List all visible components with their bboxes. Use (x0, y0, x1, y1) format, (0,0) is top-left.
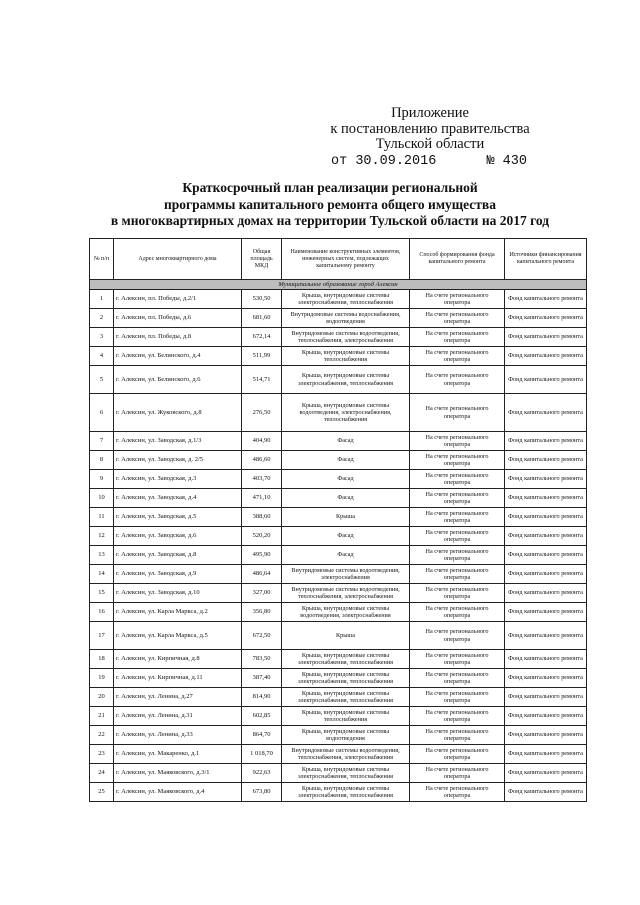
row-number: 4 (90, 347, 114, 366)
row-address: г. Алексин, ул. Ленина, д.31 (114, 707, 242, 726)
row-address: г. Алексин, ул. Белинского, д.6 (114, 366, 242, 394)
row-method: На счете регионального оператора (410, 527, 505, 546)
table-row (90, 290, 587, 309)
row-works: Крыша, внутридомовые системы электроснабжения, теплоснабжения (282, 366, 410, 394)
row-method: На счете регионального оператора (410, 489, 505, 508)
title-line-1: Краткосрочный план реализации региональной (182, 180, 478, 195)
table-row (90, 565, 587, 584)
row-area: 530,50 (242, 290, 282, 309)
row-number: 8 (90, 451, 114, 470)
row-number: 24 (90, 764, 114, 783)
row-source: Фонд капитального ремонта (505, 707, 587, 726)
appendix-block (315, 106, 545, 169)
row-source: Фонд капитального ремонта (505, 432, 587, 451)
row-works: Внутридомовые системы водоснабжения, водоотведения (282, 309, 410, 328)
municipality-name: Муниципальное образование город Алексин (90, 280, 587, 290)
row-area: 403,70 (242, 470, 282, 489)
header-num: № п/п (90, 239, 114, 280)
table-row (90, 451, 587, 470)
row-address: г. Алексин, ул. Заводская, д.4 (114, 489, 242, 508)
row-works: Фасад (282, 470, 410, 489)
row-works: Крыша, внутридомовые системы электроснабжения, теплоснабжения (282, 650, 410, 669)
row-method: На счете регионального оператора (410, 309, 505, 328)
row-source: Фонд капитального ремонта (505, 764, 587, 783)
row-address: г. Алексин, ул. Маяковского, д.4 (114, 783, 242, 802)
row-address: г. Алексин, ул. Кирпичная, д.8 (114, 650, 242, 669)
row-works: Фасад (282, 451, 410, 470)
municipality-row (90, 280, 587, 290)
row-number: 14 (90, 565, 114, 584)
row-source: Фонд капитального ремонта (505, 527, 587, 546)
row-works: Крыша, внутридомовые системы электроснабжения, теплоснабжения (282, 290, 410, 309)
row-source: Фонд капитального ремонта (505, 745, 587, 764)
row-area: 681,60 (242, 309, 282, 328)
appendix-line-3: Тульской области (375, 136, 485, 152)
row-source: Фонд капитального ремонта (505, 783, 587, 802)
row-source: Фонд капитального ремонта (505, 366, 587, 394)
row-source: Фонд капитального ремонта (505, 546, 587, 565)
row-method: На счете регионального оператора (410, 726, 505, 745)
row-address: г. Алексин, ул. Белинского, д.4 (114, 347, 242, 366)
row-number: 15 (90, 584, 114, 603)
row-area: 783,50 (242, 650, 282, 669)
table-row (90, 707, 587, 726)
row-number: 5 (90, 366, 114, 394)
row-source: Фонд капитального ремонта (505, 726, 587, 745)
table-row (90, 328, 587, 347)
table-row (90, 546, 587, 565)
row-works: Крыша, внутридомовые системы электроснабжения, теплоснабжения (282, 783, 410, 802)
header-address: Адрес многоквартирного дома (114, 239, 242, 280)
row-area: 864,70 (242, 726, 282, 745)
header-method: Способ формирования фонда капитального ремонта (410, 239, 505, 280)
appendix-line-1: Приложение (391, 105, 469, 121)
row-works: Крыша, внутридомовые системы электроснабжения, теплоснабжения (282, 764, 410, 783)
table-row (90, 584, 587, 603)
row-address: г. Алексин, ул. Макаренко, д.1 (114, 745, 242, 764)
row-address: г. Алексин, ул. Жуковского, д.8 (114, 394, 242, 432)
row-source: Фонд капитального ремонта (505, 669, 587, 688)
row-address: г. Алексин, ул. Карла Маркса, д.5 (114, 622, 242, 650)
row-number: 10 (90, 489, 114, 508)
row-source: Фонд капитального ремонта (505, 470, 587, 489)
row-method: На счете регионального оператора (410, 745, 505, 764)
row-works: Внутридомовые системы водоотведения, теплоснабжения, электроснабжения (282, 745, 410, 764)
row-number: 6 (90, 394, 114, 432)
row-method: На счете регионального оператора (410, 508, 505, 527)
row-number: 22 (90, 726, 114, 745)
row-address: г. Алексин, пл. Победы, д.6 (114, 309, 242, 328)
table-row (90, 347, 587, 366)
row-works: Фасад (282, 432, 410, 451)
row-method: На счете регионального оператора (410, 366, 505, 394)
row-source: Фонд капитального ремонта (505, 584, 587, 603)
row-source: Фонд капитального ремонта (505, 603, 587, 622)
row-address: г. Алексин, ул. Кирпичная, д.11 (114, 669, 242, 688)
row-source: Фонд капитального ремонта (505, 347, 587, 366)
row-address: г. Алексин, ул. Заводская, д.10 (114, 584, 242, 603)
row-method: На счете регионального оператора (410, 603, 505, 622)
header-works: Наименование конструктивных элементов, инженерных систем, подлежащих капитальному ремонту (282, 239, 410, 280)
table-row (90, 489, 587, 508)
row-method: На счете регионального оператора (410, 328, 505, 347)
title-line-2: программы капитального ремонта общего имущества (164, 196, 496, 212)
row-works: Крыша (282, 622, 410, 650)
row-number: 9 (90, 470, 114, 489)
row-method: На счете регионального оператора (410, 432, 505, 451)
row-method: На счете регионального оператора (410, 707, 505, 726)
row-method: На счете регионального оператора (410, 470, 505, 489)
row-address: г. Алексин, ул. Заводская, д.9 (114, 565, 242, 584)
row-works: Фасад (282, 489, 410, 508)
table-row (90, 508, 587, 527)
row-area: 602,85 (242, 707, 282, 726)
row-address: г. Алексин, ул. Заводская, д.3 (114, 470, 242, 489)
row-area: 511,99 (242, 347, 282, 366)
row-works: Крыша, внутридомовые системы электроснабжения, теплоснабжения (282, 669, 410, 688)
header-area: Общая площадь МКД (242, 239, 282, 280)
row-number: 16 (90, 603, 114, 622)
row-address: г. Алексин, пл. Победы, д.8 (114, 328, 242, 347)
table-row (90, 432, 587, 451)
row-works: Крыша, внутридомовые системы теплоснабжения (282, 347, 410, 366)
row-works: Крыша, внутридомовые системы водоотведения (282, 726, 410, 745)
row-source: Фонд капитального ремонта (505, 650, 587, 669)
row-method: На счете регионального оператора (410, 584, 505, 603)
row-source: Фонд капитального ремонта (505, 688, 587, 707)
row-area: 495,90 (242, 546, 282, 565)
row-address: г. Алексин, ул. Карла Маркса, д.2 (114, 603, 242, 622)
row-works: Фасад (282, 546, 410, 565)
row-address: г. Алексин, ул. Заводская, д.5 (114, 508, 242, 527)
row-method: На счете регионального оператора (410, 764, 505, 783)
row-number: 18 (90, 650, 114, 669)
title-line-3: в многоквартирных домах на территории Тульской области на 2017 год (110, 213, 550, 228)
row-method: На счете регионального оператора (410, 451, 505, 470)
row-area: 486,60 (242, 451, 282, 470)
row-area: 327,00 (242, 584, 282, 603)
row-works: Внутридомовые системы водоотведения, теплоснабжения, электроснабжения (282, 328, 410, 347)
table-row (90, 622, 587, 650)
row-address: г. Алексин, ул. Маяковского, д.3/1 (114, 764, 242, 783)
row-area: 672,50 (242, 622, 282, 650)
table-row (90, 650, 587, 669)
row-area: 673,80 (242, 783, 282, 802)
table-row (90, 726, 587, 745)
row-works: Крыша, внутридомовые системы теплоснабжения (282, 707, 410, 726)
row-area: 486,64 (242, 565, 282, 584)
appendix-line-2: к постановлению правительства (330, 120, 530, 137)
row-area: 276,50 (242, 394, 282, 432)
row-number: 1 (90, 290, 114, 309)
row-area: 356,80 (242, 603, 282, 622)
row-source: Фонд капитального ремонта (505, 394, 587, 432)
row-address: г. Алексин, ул. Ленина, д.27 (114, 688, 242, 707)
row-address: г. Алексин, ул. Ленина, д.33 (114, 726, 242, 745)
row-source: Фонд капитального ремонта (505, 565, 587, 584)
row-source: Фонд капитального ремонта (505, 309, 587, 328)
repair-plan-table (89, 238, 587, 802)
table-header-row (90, 239, 587, 280)
appendix-date-line (315, 154, 545, 170)
row-area: 388,60 (242, 508, 282, 527)
row-number: 19 (90, 669, 114, 688)
decree-date: 30.09.2016 (355, 153, 437, 169)
row-address: г. Алексин, ул. Заводская, д.6 (114, 527, 242, 546)
table-row (90, 688, 587, 707)
row-source: Фонд капитального ремонта (505, 290, 587, 309)
row-area: 1 018,70 (242, 745, 282, 764)
table-row (90, 603, 587, 622)
row-method: На счете регионального оператора (410, 546, 505, 565)
row-number: 20 (90, 688, 114, 707)
row-area: 814,90 (242, 688, 282, 707)
table-row (90, 366, 587, 394)
row-address: г. Алексин, ул. Заводская, д. 2/5 (114, 451, 242, 470)
row-area: 514,71 (242, 366, 282, 394)
row-method: На счете регионального оператора (410, 688, 505, 707)
row-number: 23 (90, 745, 114, 764)
row-method: На счете регионального оператора (410, 290, 505, 309)
table-row (90, 745, 587, 764)
row-number: 17 (90, 622, 114, 650)
table-row (90, 764, 587, 783)
row-works: Крыша (282, 508, 410, 527)
row-source: Фонд капитального ремонта (505, 508, 587, 527)
header-source: Источники финансирования капитального ремонта (505, 239, 587, 280)
table-row (90, 783, 587, 802)
row-address: г. Алексин, ул. Заводская, д.1/3 (114, 432, 242, 451)
row-address: г. Алексин, ул. Заводская, д.8 (114, 546, 242, 565)
row-method: На счете регионального оператора (410, 565, 505, 584)
table-row (90, 470, 587, 489)
row-works: Внутридомовые системы водоотведения, теплоснабжения, электроснабжения (282, 584, 410, 603)
row-method: На счете регионального оператора (410, 622, 505, 650)
row-area: 672,14 (242, 328, 282, 347)
row-number: 12 (90, 527, 114, 546)
row-method: На счете регионального оператора (410, 347, 505, 366)
row-number: 21 (90, 707, 114, 726)
decree-number: 430 (502, 153, 527, 169)
row-method: На счете регионального оператора (410, 783, 505, 802)
row-area: 922,63 (242, 764, 282, 783)
row-number: 3 (90, 328, 114, 347)
row-area: 404,90 (242, 432, 282, 451)
row-number: 25 (90, 783, 114, 802)
table-row (90, 309, 587, 328)
row-works: Крыша, внутридомовые системы водоотведения, электроснабжения, теплоснабжения (282, 394, 410, 432)
table-row (90, 394, 587, 432)
row-area: 471,10 (242, 489, 282, 508)
row-works: Внутридомовые системы водоотведения, электроснабжения (282, 565, 410, 584)
row-works: Крыша, внутридомовые системы водоотведения, электроснабжения (282, 603, 410, 622)
row-source: Фонд капитального ремонта (505, 328, 587, 347)
date-prefix: от (331, 153, 348, 169)
row-method: На счете регионального оператора (410, 394, 505, 432)
document-title (80, 180, 580, 230)
row-area: 520,20 (242, 527, 282, 546)
row-source: Фонд капитального ремонта (505, 622, 587, 650)
row-number: 11 (90, 508, 114, 527)
row-area: 387,40 (242, 669, 282, 688)
row-number: 13 (90, 546, 114, 565)
table-body (90, 280, 587, 802)
table-row (90, 527, 587, 546)
number-sign: № (486, 153, 495, 169)
row-source: Фонд капитального ремонта (505, 489, 587, 508)
row-source: Фонд капитального ремонта (505, 451, 587, 470)
row-number: 7 (90, 432, 114, 451)
row-works: Крыша, внутридомовые системы электроснабжения, теплоснабжения (282, 688, 410, 707)
row-address: г. Алексин, пл. Победы, д.2/1 (114, 290, 242, 309)
row-method: На счете регионального оператора (410, 650, 505, 669)
table-row (90, 669, 587, 688)
row-method: На счете регионального оператора (410, 669, 505, 688)
row-works: Фасад (282, 527, 410, 546)
row-number: 2 (90, 309, 114, 328)
